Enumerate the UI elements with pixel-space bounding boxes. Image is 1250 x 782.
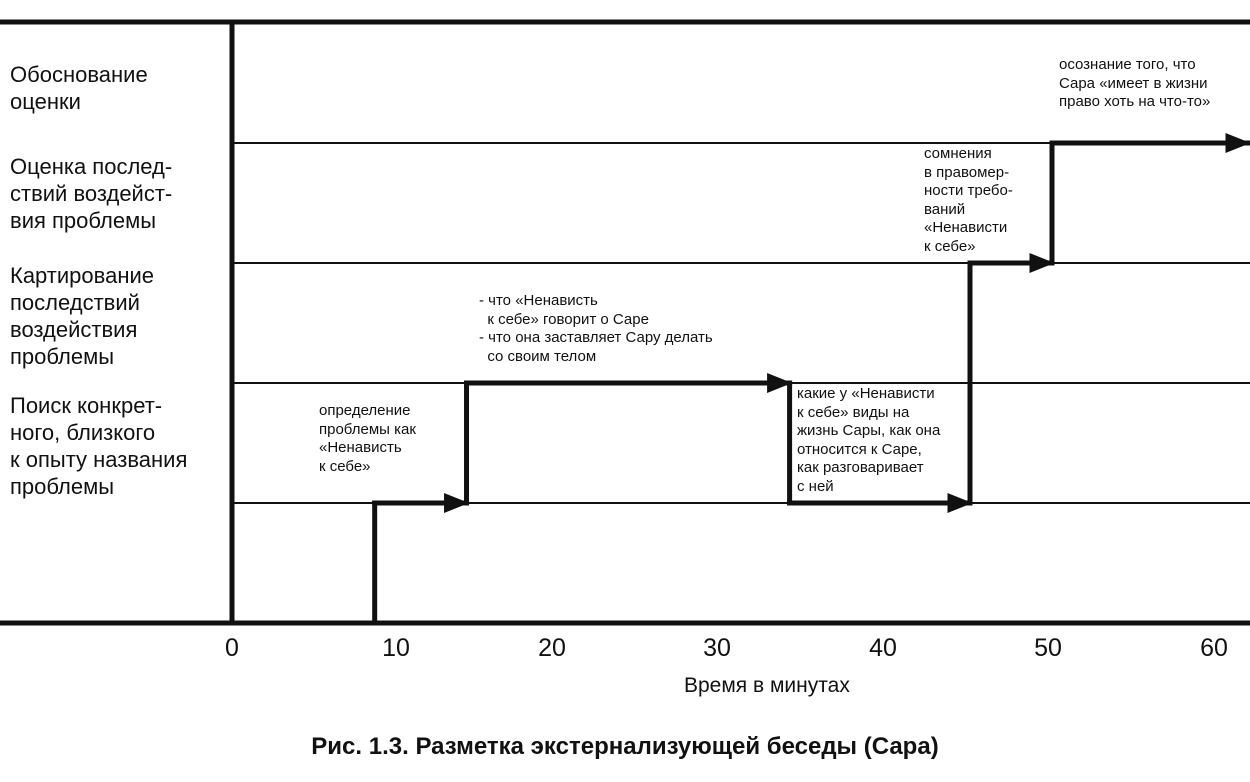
x-tick-label: 40: [869, 634, 897, 662]
x-tick-label: 20: [538, 634, 566, 662]
annotation-definition: определение проблемы как «Ненависть к себе»: [319, 402, 416, 475]
row-label-mapping: Картирование последствий воздействия проблемы: [10, 263, 154, 369]
x-tick-label: 50: [1034, 634, 1062, 662]
row-label-justification: Обоснование оценки: [10, 62, 148, 114]
figure-caption: Рис. 1.3. Разметка экстернализующей беседы (Сара): [311, 733, 939, 760]
row-label-naming: Поиск конкрет- ного, близкого к опыту названия проблемы: [10, 393, 188, 499]
x-axis-title: Время в минутах: [684, 674, 850, 697]
annotation-realization: осознание того, что Сара «имеет в жизни право хоть на что-то»: [1059, 56, 1211, 110]
x-tick-label: 60: [1200, 634, 1228, 662]
annotation-doubts: сомнения в правомер- ности требо- ваний «Ненависти к себе»: [924, 145, 1013, 255]
row-label-evaluation: Оценка послед- ствий воздейст- вия проблемы: [10, 154, 173, 233]
x-tick-label: 10: [382, 634, 410, 662]
annotation-intentions: какие у «Ненависти к себе» виды на жизнь Сары, как она относится к Саре, как разговаривает с ней: [797, 385, 941, 495]
annotation-what-it-says: - что «Ненависть к себе» говорит о Саре - что она заставляет Сару делать со своим телом: [479, 292, 713, 365]
x-tick-label: 0: [225, 634, 239, 662]
x-tick-label: 30: [703, 634, 731, 662]
